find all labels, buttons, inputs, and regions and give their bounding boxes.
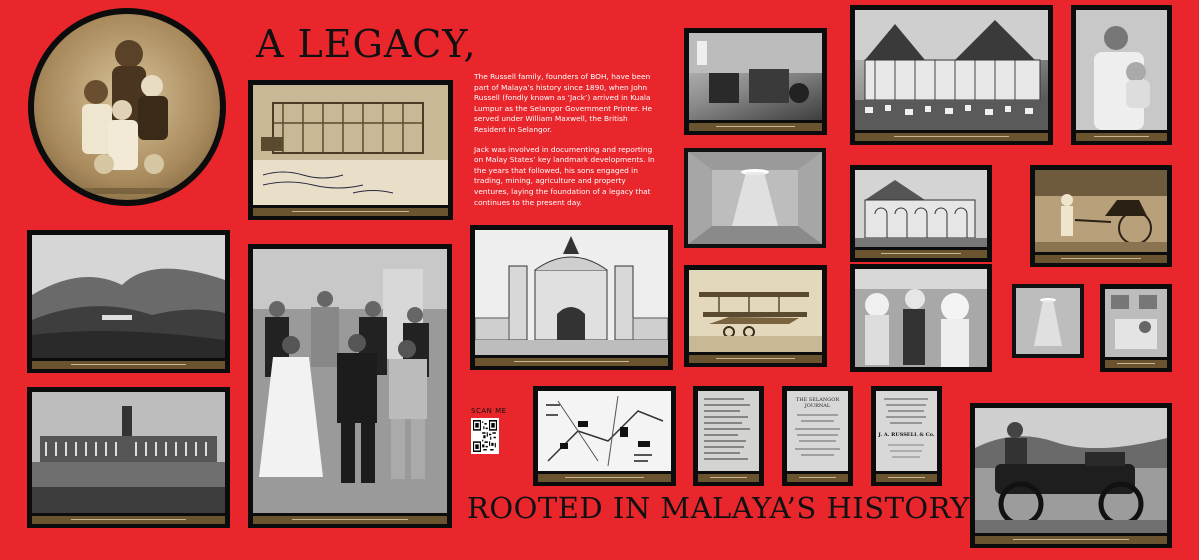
headline-line-1: A LEGACY,: [256, 22, 477, 66]
family-portrait-image: [34, 14, 220, 200]
card-company-name: J. A. RUSSELL & Co.: [878, 432, 935, 438]
headline-line-2: ROOTED IN MALAYA’S HISTORY: [467, 491, 970, 525]
qr-code-icon: [473, 420, 497, 452]
handwritten-list-image: [698, 391, 759, 471]
card-text-lines: [876, 391, 937, 471]
intro-text: [474, 72, 662, 217]
biplane-image: [689, 270, 822, 352]
journal-title: THE SELANGOR JOURNAL: [795, 397, 840, 409]
photo-mosque-building: [470, 225, 673, 370]
photo-hill-landscape: [27, 230, 230, 373]
spotlight-icon: [1016, 288, 1080, 354]
intro-paragraph-1: The Russell family, founders of BOH, have been part of Malaya’s history since 1890, when John Russell (fondly known as ‘Jack’) arrived in Kuala Lumpur as the Selangor Government Printer. He served under William Maxwell, the British Resident in Selangor.: [474, 72, 653, 134]
vintage-car-image: [975, 408, 1167, 533]
construction-postcard-image: [253, 85, 448, 205]
group-photo-image: [253, 249, 447, 513]
intro-paragraph-2: Jack was involved in documenting and reporting on Malay States’ key landmark developments. In the years that followed, his sons engaged in trading, mining, agriculture and property ventures, laying the foundation of a legacy that continues to the present day.: [474, 144, 655, 207]
colonial-house-image: [855, 170, 987, 247]
scan-me-label: SCAN ME: [471, 407, 507, 415]
sitting-room-image: [1105, 289, 1167, 357]
photo-rickshaw: [1030, 165, 1172, 267]
photo-colonial-house: [850, 165, 992, 262]
photo-town-map: [533, 386, 676, 486]
photo-tudor-building-crowd: [850, 5, 1053, 145]
photo-building-construction: [248, 80, 453, 220]
photo-russell-sons-group: [248, 244, 452, 528]
spotlight-icon: [688, 152, 822, 244]
photo-printing-office: [684, 28, 827, 135]
photo-man-with-baby: [1071, 5, 1172, 145]
qr-code[interactable]: [471, 418, 499, 454]
tudor-building-image: [855, 10, 1048, 130]
rickshaw-image: [1035, 170, 1167, 252]
photo-vintage-car: [970, 403, 1172, 548]
printing-office-image: [689, 33, 822, 120]
mosque-building-image: [475, 230, 668, 355]
photo-sitting-room: [1100, 284, 1172, 372]
photo-garden-party: [850, 264, 992, 372]
photo-colonial-building: [27, 387, 230, 528]
document-business-card: [871, 386, 942, 486]
family-portrait-circle: [28, 8, 226, 206]
hill-landscape-image: [32, 235, 225, 358]
town-map-image: [538, 391, 671, 471]
journal-text-lines: [787, 391, 848, 471]
garden-party-image: [855, 269, 987, 367]
spotlight-display-1: [684, 148, 826, 248]
spotlight-display-2: [1012, 284, 1084, 358]
man-with-baby-image: [1076, 10, 1167, 130]
colonial-building-image: [32, 392, 225, 513]
photo-biplane: [684, 265, 827, 367]
document-handwritten-list: [693, 386, 764, 486]
document-selangor-journal: [782, 386, 853, 486]
